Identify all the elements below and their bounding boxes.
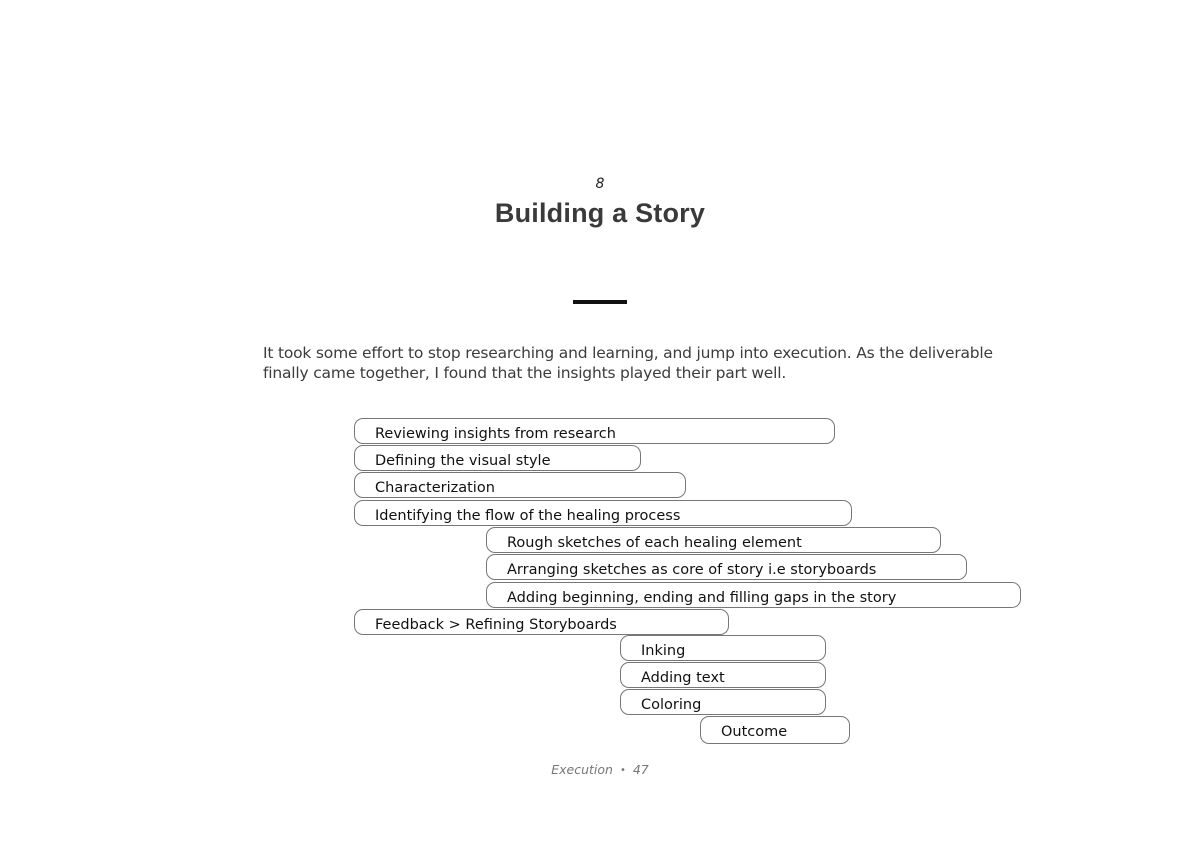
page-number: 47 — [632, 762, 649, 777]
timeline-step-storyboards: Arranging sketches as core of story i.e storyboards — [486, 554, 967, 580]
page-footer — [0, 762, 1200, 777]
timeline-step-characterization: Characterization — [354, 472, 686, 498]
timeline-step-reviewing-insights: Reviewing insights from research — [354, 418, 835, 444]
intro-line: It took some effort to stop researching and learning, and jump into execution. As the deliverable — [263, 344, 993, 362]
timeline-step-inking: Inking — [620, 635, 826, 661]
intro-line: finally came together, I found that the insights played their part well. — [263, 364, 787, 382]
timeline-step-outcome: Outcome — [700, 716, 850, 744]
timeline-step-filling-gaps: Adding beginning, ending and filling gaps in the story — [486, 582, 1021, 608]
footer-separator: • — [619, 765, 626, 776]
timeline-step-rough-sketches: Rough sketches of each healing element — [486, 527, 941, 553]
timeline-step-feedback: Feedback > Refining Storyboards — [354, 609, 729, 635]
timeline-step-coloring: Coloring — [620, 689, 826, 715]
intro-paragraph — [263, 343, 993, 383]
timeline-step-visual-style: Defining the visual style — [354, 445, 641, 471]
footer-section: Execution — [551, 762, 613, 777]
page-title: Building a Story — [494, 198, 706, 228]
title-divider — [573, 300, 627, 304]
timeline-step-healing-flow: Identifying the flow of the healing process — [354, 500, 852, 526]
chapter-number: 8 — [595, 176, 605, 192]
timeline-step-adding-text: Adding text — [620, 662, 826, 688]
